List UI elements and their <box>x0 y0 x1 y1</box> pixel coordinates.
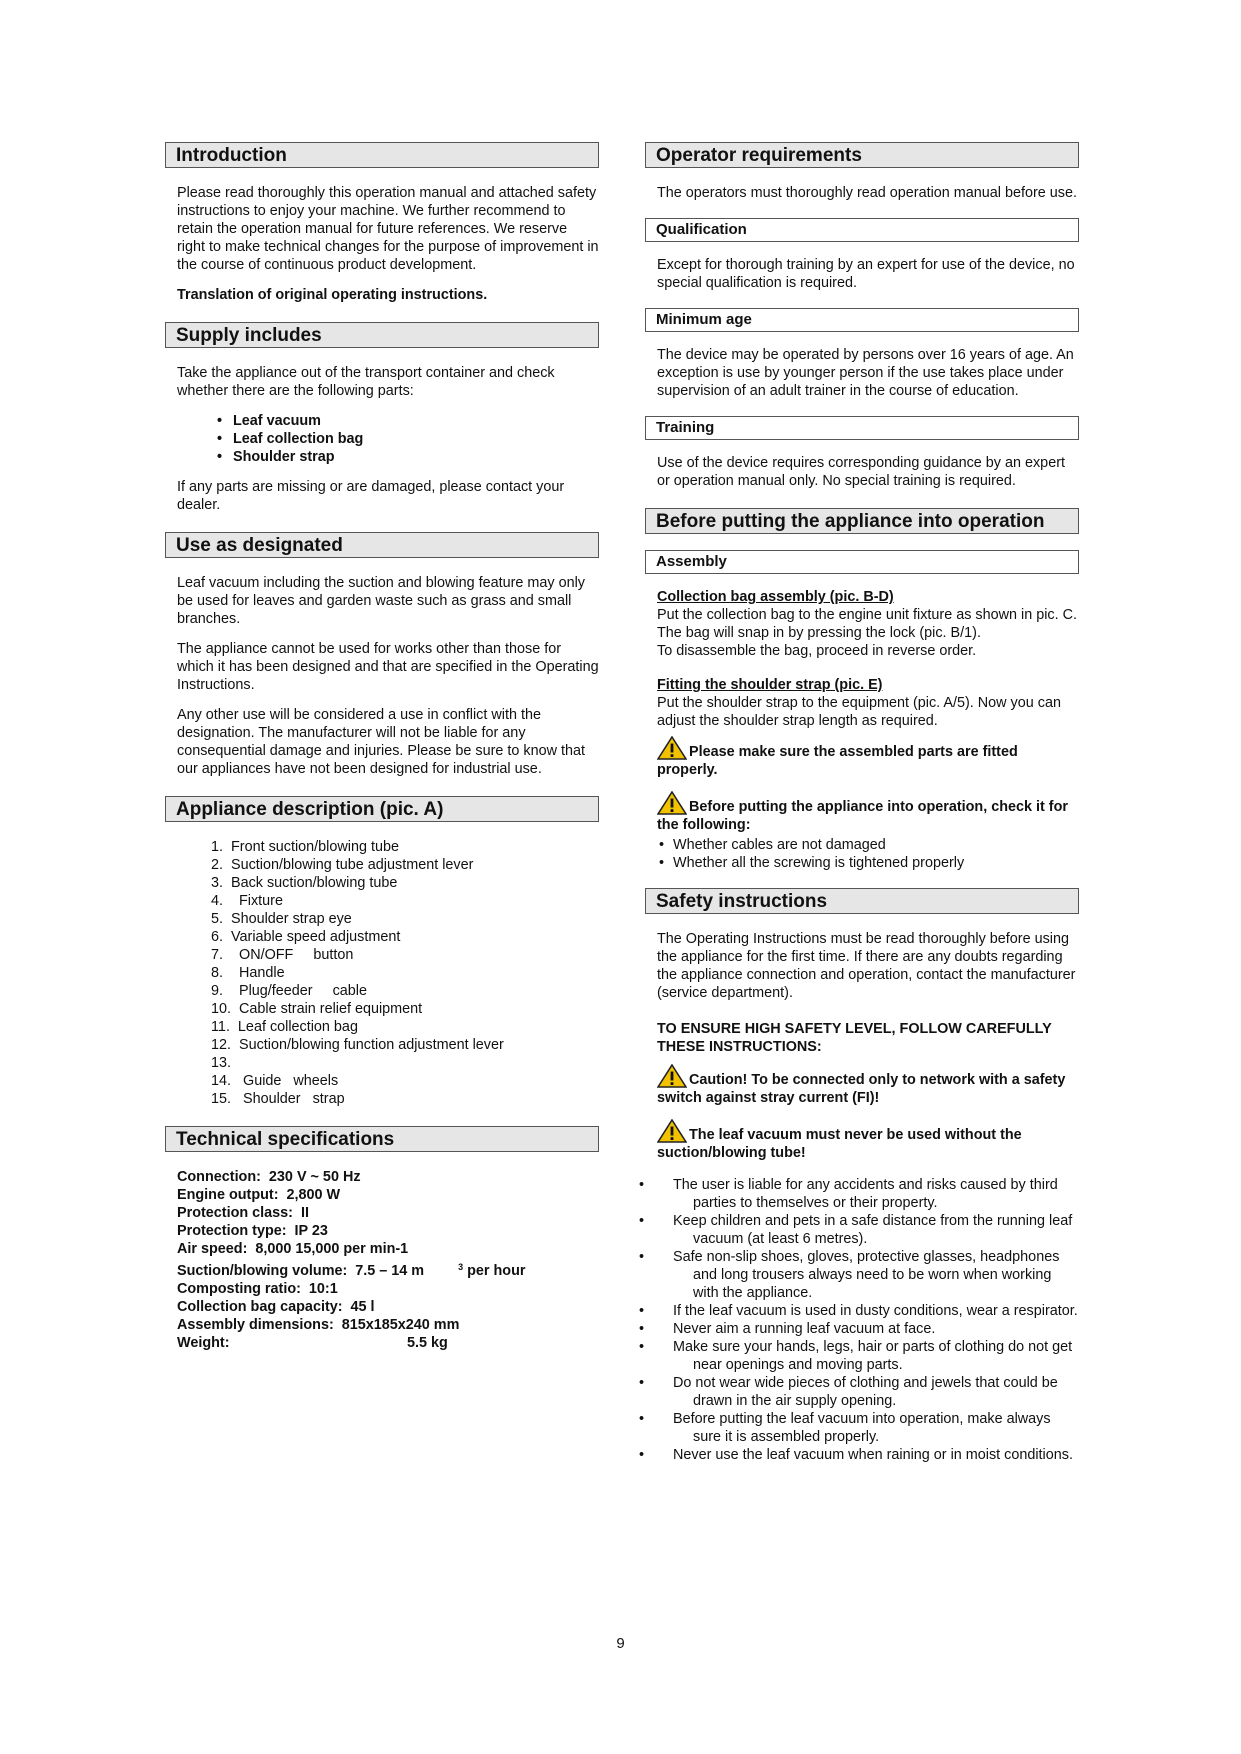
assembly-warning-1-text: Please make sure the assembled parts are fitted properly. <box>657 744 1018 778</box>
strap-title <box>657 676 1079 694</box>
safety-text: The Operating Instructions must be read thoroughly before using the appliance for the first time. If there are any doubts regarding the appliance connection and operation, contact the manufacturer (service department). <box>657 931 1076 1001</box>
description-item: 4. Fixture <box>211 893 283 909</box>
spec-composting: Composting ratio: 10:1 <box>177 1281 338 1297</box>
bag-disassembly-text: To disassemble the bag, proceed in reverse order. <box>657 643 977 659</box>
use-text-1: Leaf vacuum including the suction and blowing feature may only be used for leaves and garden waste such as grass and small branches. <box>177 575 585 627</box>
spec-weight <box>177 1334 599 1352</box>
assembly-check-list <box>657 836 1079 872</box>
operator-heading: Operator requirements <box>645 142 1079 168</box>
training-heading: Training <box>645 416 1079 440</box>
bag-assembly-title <box>657 588 1079 606</box>
spec-protection-type: Protection type: IP 23 <box>177 1223 328 1239</box>
left-column <box>165 142 599 1352</box>
bag-assembly-title-text: Collection bag assembly (pic. B-D) <box>657 589 894 605</box>
introduction-heading: Introduction <box>165 142 599 168</box>
spec-volume <box>177 1258 599 1280</box>
safety-item: • Safe non-slip shoes, gloves, protective glasses, headphones and long trousers always need to be worn when working with the appliance. <box>657 1248 1079 1302</box>
description-item: 3. Back suction/blowing tube <box>211 875 398 891</box>
specs-heading: Technical specifications <box>165 1126 599 1152</box>
min-age-text: The device may be operated by persons over 16 years of age. An exception is use by younger person if the use takes place under supervision of an adult trainer in the course of education. <box>657 347 1074 399</box>
spec-weight-label: Weight: <box>177 1335 230 1351</box>
spec-volume-label: Suction/blowing volume: 7.5 – 14 m <box>177 1263 425 1279</box>
use-text-2: The appliance cannot be used for works other than those for which it has been designed and that are specified in the Operating Instructions. <box>177 641 599 693</box>
safety-caps-text: TO ENSURE HIGH SAFETY LEVEL, FOLLOW CAREFULLY THESE INSTRUCTIONS: <box>657 1021 1052 1055</box>
description-item: 8. Handle <box>211 965 285 981</box>
description-item: 1. Front suction/blowing tube <box>211 839 399 855</box>
specs-list <box>177 1168 599 1352</box>
qualification-text: Except for thorough training by an expert for use of the device, no special qualification is required. <box>657 257 1075 291</box>
strap-title-text: Fitting the shoulder strap (pic. E) <box>657 677 883 693</box>
safety-item: • Make sure your hands, legs, hair or parts of clothing do not get near openings and moving parts. <box>657 1338 1079 1374</box>
assembly-warning-1 <box>657 736 1079 779</box>
spec-bag: Collection bag capacity: 45 l <box>177 1299 375 1315</box>
description-item: 9. Plug/feeder cable <box>211 983 367 999</box>
description-item: 5. Shoulder strap eye <box>211 911 352 927</box>
spec-connection: Connection: 230 V ~ 50 Hz <box>177 1169 361 1185</box>
translation-note: Translation of original operating instructions. <box>177 287 488 303</box>
bag-assembly-text: Put the collection bag to the engine unit fixture as shown in pic. C. The bag will snap in by pressing the lock (pic. B/1). <box>657 607 1077 641</box>
operator-text: The operators must thoroughly read operation manual before use. <box>657 185 1077 201</box>
description-item: 12. Suction/blowing function adjustment lever <box>211 1037 504 1053</box>
supply-text: Take the appliance out of the transport container and check whether there are the following parts: <box>177 365 555 399</box>
description-list <box>211 838 599 1108</box>
spec-volume-unit: per hour <box>463 1263 526 1279</box>
spec-volume-exponent: 3 <box>458 1262 464 1272</box>
description-heading: Appliance description (pic. A) <box>165 796 599 822</box>
assembly-warning-2-text: Before putting the appliance into operation, check it for the following: <box>657 799 1068 833</box>
spec-dimensions: Assembly dimensions: 815x185x240 mm <box>177 1317 460 1333</box>
introduction-text: Please read thoroughly this operation manual and attached safety instructions to enjoy your machine. We further recommend to retain the operation manual for future references. We reserve right to make technical changes for the purpose of improvement in the course of continuous product development. <box>177 185 599 273</box>
min-age-heading: Minimum age <box>645 308 1079 332</box>
description-item: 7. ON/OFF button <box>211 947 354 963</box>
safety-warning-1 <box>657 1064 1079 1107</box>
supply-list <box>217 412 599 466</box>
right-column <box>645 142 1079 1476</box>
safety-warning-2-text: The leaf vacuum must never be used without the suction/blowing tube! <box>657 1127 1022 1161</box>
assembly-heading: Assembly <box>645 550 1079 574</box>
assembly-warning-2 <box>657 791 1079 834</box>
description-item: 2. Suction/blowing tube adjustment lever <box>211 857 474 873</box>
strap-text: Put the shoulder strap to the equipment (pic. A/5). Now you can adjust the shoulder strap length as required. <box>657 695 1061 729</box>
safety-item: • Never aim a running leaf vacuum at face. <box>657 1320 1079 1338</box>
safety-item: • Keep children and pets in a safe distance from the running leaf vacuum (at least 6 metres). <box>657 1212 1079 1248</box>
safety-heading: Safety instructions <box>645 888 1079 914</box>
safety-item: • If the leaf vacuum is used in dusty conditions, wear a respirator. <box>657 1302 1079 1320</box>
supply-heading: Supply includes <box>165 322 599 348</box>
supply-item: • Leaf vacuum <box>217 412 599 430</box>
supply-note: If any parts are missing or are damaged, please contact your dealer. <box>177 479 565 513</box>
description-item: 15. Shoulder strap <box>211 1091 345 1107</box>
safety-item: • Do not wear wide pieces of clothing and jewels that could be drawn in the air supply opening. <box>657 1374 1079 1410</box>
use-heading: Use as designated <box>165 532 599 558</box>
description-item: 14. Guide wheels <box>211 1073 339 1089</box>
safety-item: • Before putting the leaf vacuum into operation, make always sure it is assembled properly. <box>657 1410 1079 1446</box>
warning-triangle-icon <box>657 791 687 815</box>
spec-air-speed: Air speed: 8,000 15,000 per min-1 <box>177 1241 409 1257</box>
before-heading: Before putting the appliance into operation <box>645 508 1079 534</box>
safety-item: • Never use the leaf vacuum when raining or in moist conditions. <box>657 1446 1079 1464</box>
safety-warning-2 <box>657 1119 1079 1162</box>
qualification-heading: Qualification <box>645 218 1079 242</box>
spec-protection-class: Protection class: II <box>177 1205 309 1221</box>
supply-item: • Leaf collection bag <box>217 430 599 448</box>
description-item: 11. Leaf collection bag <box>211 1019 358 1035</box>
check-item: • Whether cables are not damaged <box>657 836 1079 854</box>
warning-triangle-icon <box>657 736 687 760</box>
warning-triangle-icon <box>657 1064 687 1088</box>
description-item: 10. Cable strain relief equipment <box>211 1001 423 1017</box>
description-item: 13. <box>211 1055 232 1071</box>
use-text-3: Any other use will be considered a use in conflict with the designation. The manufacturer will not be liable for any consequential damage and injuries. Please be sure to know that our appliances have not been designed for industrial use. <box>177 707 585 777</box>
spec-weight-value: 5.5 kg <box>407 1335 448 1351</box>
safety-warning-1-text: Caution! To be connected only to network with a safety switch against stray current (FI)! <box>657 1072 1066 1106</box>
training-text: Use of the device requires corresponding guidance by an expert or operation manual only. No special training is required. <box>657 455 1065 489</box>
check-item: • Whether all the screwing is tightened properly <box>657 854 1079 872</box>
supply-item: • Shoulder strap <box>217 448 599 466</box>
description-item: 6. Variable speed adjustment <box>211 929 401 945</box>
spec-engine: Engine output: 2,800 W <box>177 1187 341 1203</box>
safety-list <box>657 1176 1079 1464</box>
page-number: 9 <box>616 1635 625 1652</box>
warning-triangle-icon <box>657 1119 687 1143</box>
safety-item: • The user is liable for any accidents and risks caused by third parties to themselves or their property. <box>657 1176 1079 1212</box>
